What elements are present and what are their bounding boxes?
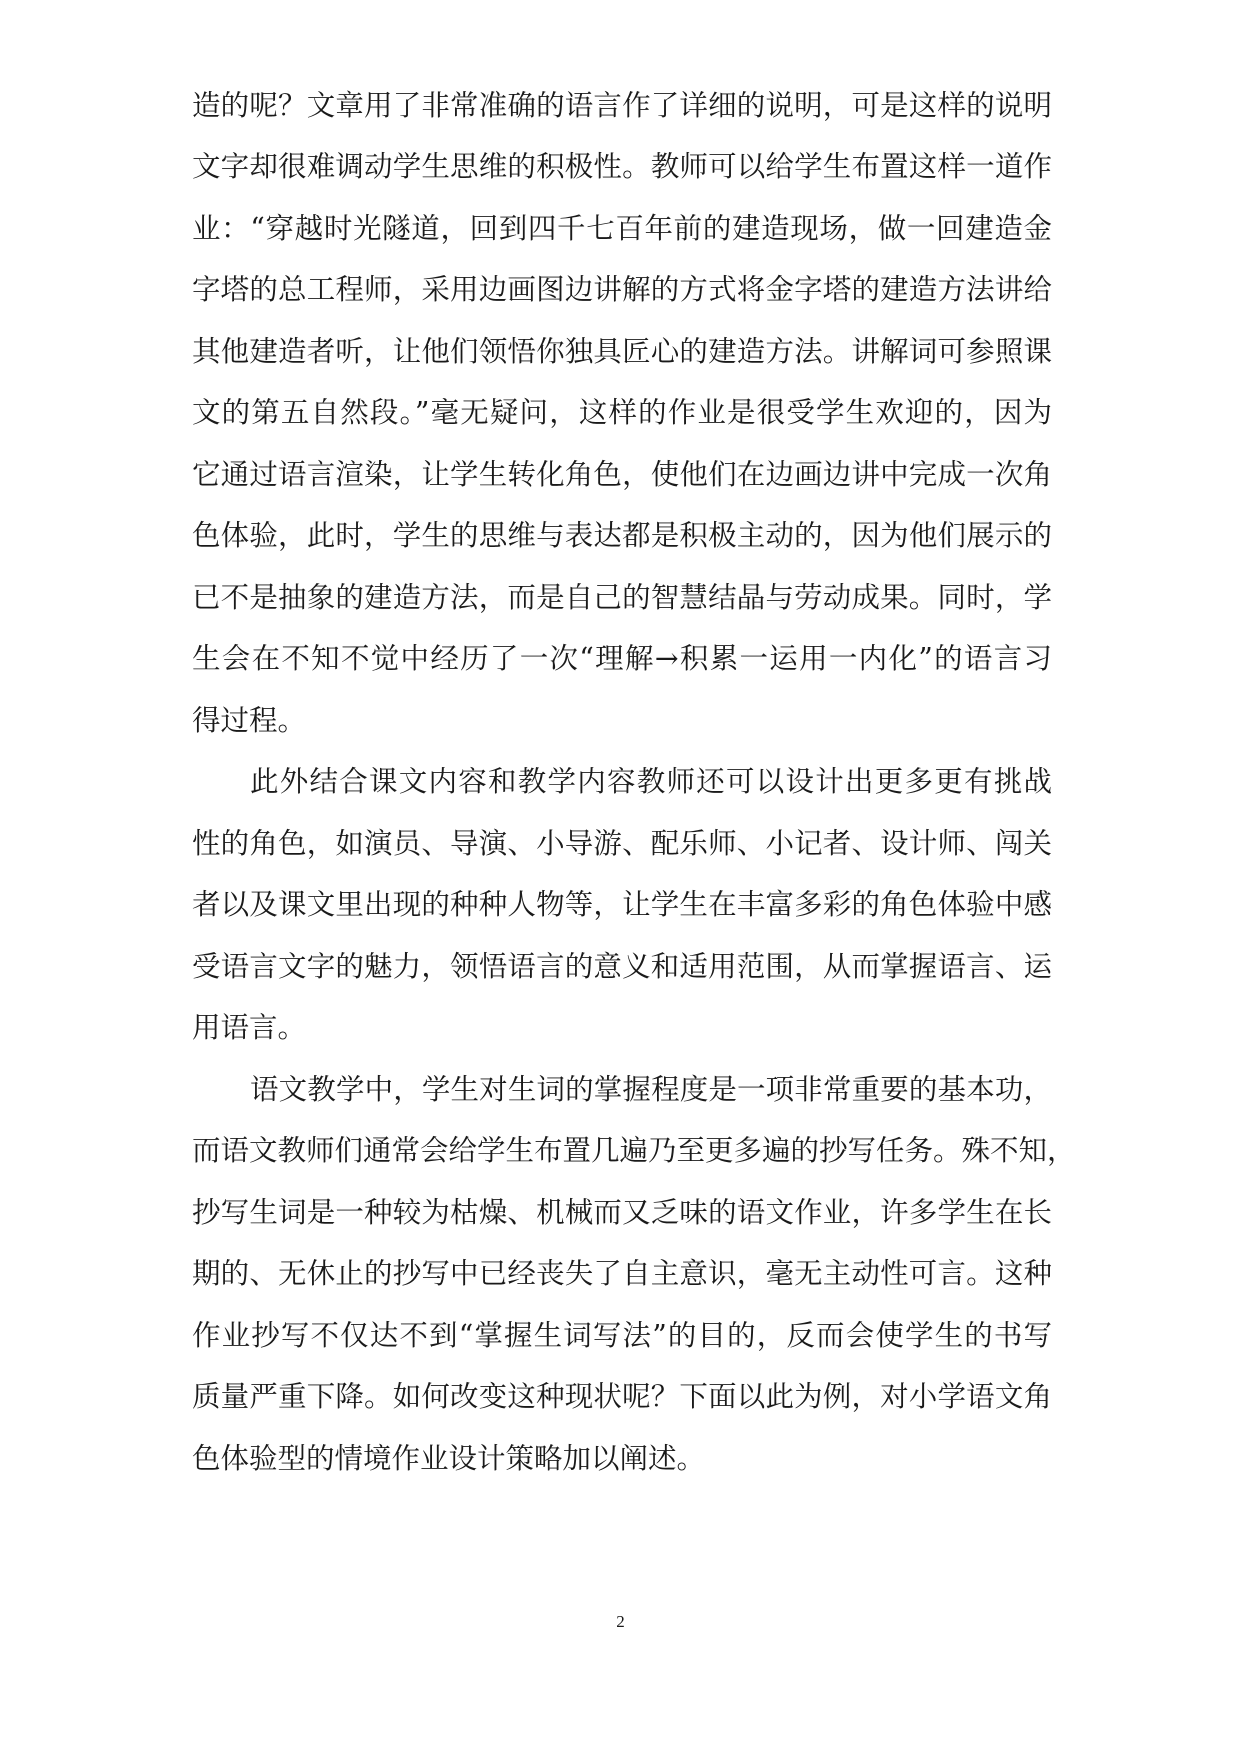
text-line: 业：“穿越时光隧道，回到四千七百年前的建造现场，做一回建造金 <box>192 212 1052 245</box>
text-line: 已不是抽象的建造方法，而是自己的智慧结晶与劳动成果。同时，学 <box>192 581 1052 614</box>
text-line: 文字却很难调动学生思维的积极性。教师可以给学生布置这样一道作 <box>192 150 1052 183</box>
text-line: 色体验，此时，学生的思维与表达都是积极主动的，因为他们展示的 <box>192 519 1052 552</box>
text-line: 生会在不知不觉中经历了一次“理解→积累一运用一内化”的语言习 <box>192 642 1052 675</box>
text-line: 字塔的总工程师，采用边画图边讲解的方式将金字塔的建造方法讲给 <box>192 273 1052 306</box>
text-line: 受语言文字的魅力，领悟语言的意义和适用范围，从而掌握语言、运 <box>192 950 1052 983</box>
text-line: 它通过语言渲染，让学生转化角色，使他们在边画边讲中完成一次角 <box>192 458 1052 491</box>
text-line: 文的第五自然段。”毫无疑问，这样的作业是很受学生欢迎的，因为 <box>192 396 1052 429</box>
text-line: 抄写生词是一种较为枯燥、机械而又乏味的语文作业，许多学生在长 <box>192 1196 1052 1229</box>
text-line: 其他建造者听，让他们领悟你独具匠心的建造方法。讲解词可参照课 <box>192 335 1052 368</box>
text-line: 者以及课文里出现的种种人物等，让学生在丰富多彩的角色体验中感 <box>192 888 1052 921</box>
text-line: 性的角色，如演员、导演、小导游、配乐师、小记者、设计师、闯关 <box>192 827 1052 860</box>
page-number: 2 <box>616 1612 625 1631</box>
text-line: 作业抄写不仅达不到“掌握生词写法”的目的，反而会使学生的书写 <box>192 1319 1052 1352</box>
text-line: 得过程。 <box>192 704 307 737</box>
text-line: 色体验型的情境作业设计策略加以阐述。 <box>192 1442 706 1475</box>
text-line: 此外结合课文内容和教学内容教师还可以设计出更多更有挑战 <box>250 765 1052 798</box>
text-line: 造的呢？文章用了非常准确的语言作了详细的说明，可是这样的说明 <box>192 89 1052 122</box>
text-line: 而语文教师们通常会给学生布置几遍乃至更多遍的抄写任务。殊不知， <box>192 1134 1076 1167</box>
text-line: 用语言。 <box>192 1011 307 1044</box>
text-line: 期的、无休止的抄写中已经丧失了自主意识，毫无主动性可言。这种 <box>192 1257 1052 1290</box>
text-line: 质量严重下降。如何改变这种现状呢？下面以此为例，对小学语文角 <box>192 1380 1052 1413</box>
text-line: 语文教学中，学生对生词的掌握程度是一项非常重要的基本功， <box>250 1073 1052 1106</box>
